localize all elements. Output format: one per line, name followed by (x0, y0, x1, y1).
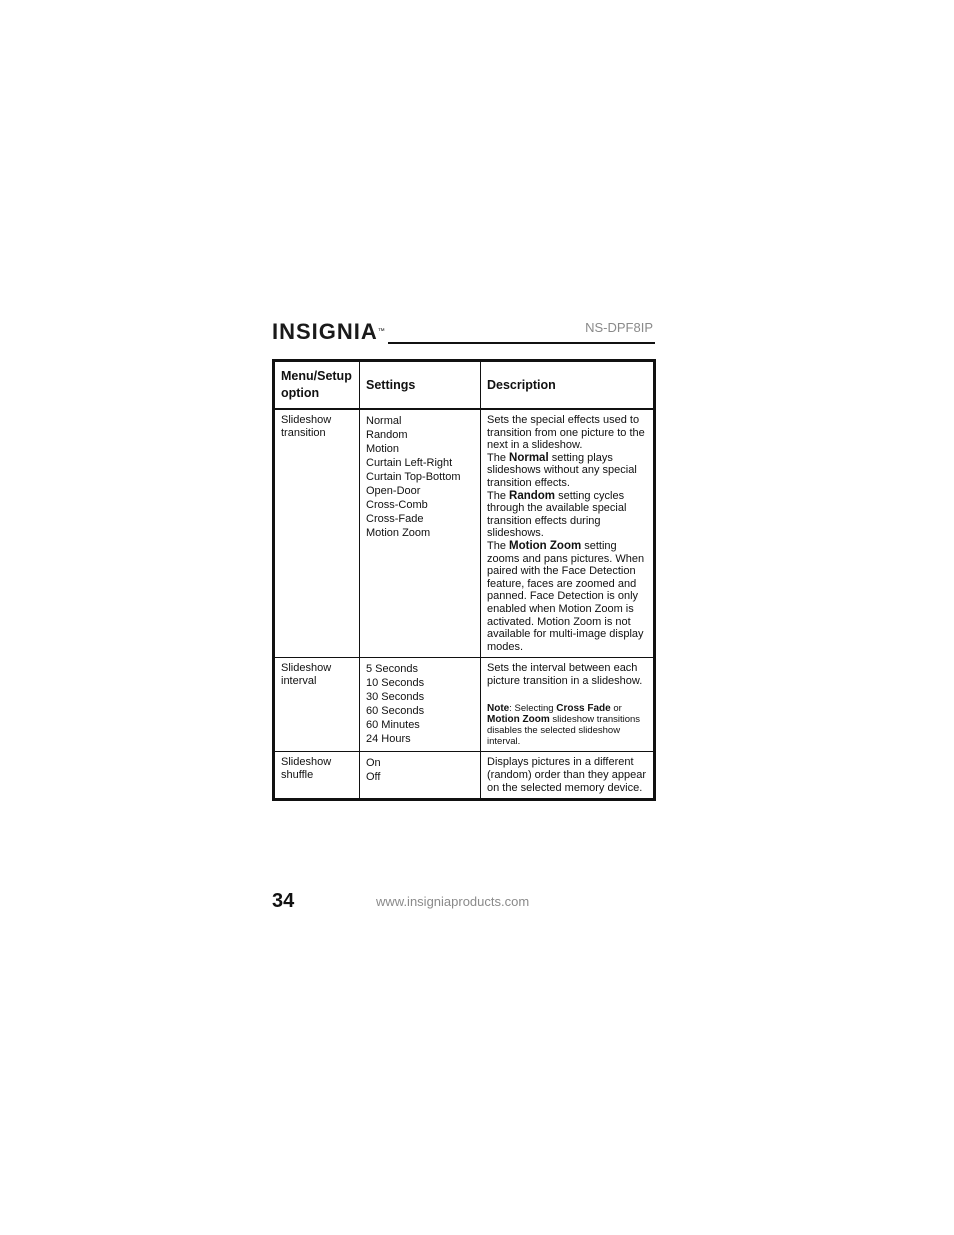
trademark-symbol: ™ (377, 328, 386, 335)
setting-item: Open-Door (366, 485, 421, 497)
bold-term: Cross Fade (556, 703, 611, 715)
setting-item: 24 Hours (366, 733, 411, 746)
text-run: The (487, 489, 510, 502)
setting-item: 60 Minutes (366, 719, 420, 732)
description-paragraph: Sets the interval between each picture transition in a slideshow. (487, 662, 643, 687)
bold-term: Random (509, 489, 556, 502)
table-header-row (274, 361, 655, 410)
description-paragraph (487, 540, 648, 653)
setting-item: Motion Zoom (366, 527, 431, 539)
table-row (274, 409, 655, 658)
table-row (274, 658, 655, 752)
insignia-logo (272, 320, 386, 344)
bold-term: Motion Zoom (509, 539, 582, 552)
setting-item: Motion (366, 443, 400, 455)
header-settings: Settings (360, 361, 481, 410)
model-number: NS-DPF8IP (585, 320, 653, 335)
settings-cell (360, 409, 481, 658)
text-run: setting plays slideshows without any special transition effects. (487, 451, 637, 489)
description-cell (481, 409, 655, 658)
settings-table-container (272, 359, 656, 801)
text-run: setting cycles through the available special transition effects during slideshows. (487, 489, 627, 540)
setting-item: Cross-Fade (366, 513, 424, 525)
setting-item: 60 Seconds (366, 705, 425, 718)
description-cell (481, 752, 655, 800)
header-description: Description (481, 361, 655, 410)
setting-item: Off (366, 771, 381, 784)
setting-item: Random (366, 429, 408, 441)
settings-cell (360, 752, 481, 800)
logo-text: INSIGNIA (272, 319, 378, 344)
text-run: slideshow transitions disables the selected slideshow interval. (487, 714, 641, 748)
setting-item: 10 Seconds (366, 677, 425, 690)
text-run: or (610, 703, 622, 715)
text-run: setting zooms and pans pictures. When paired with the Face Detection feature, faces are zoomed and panned. Face Detection is only enabled when Motion Zoom is activated. Motion Zoom is not available for multi-image display modes. (487, 539, 645, 653)
text-run: The (487, 451, 510, 464)
setting-item: Normal (366, 415, 402, 427)
setting-item: Cross-Comb (366, 499, 428, 511)
description-paragraph (487, 452, 648, 490)
settings-table (272, 359, 656, 801)
setting-item: 30 Seconds (366, 691, 425, 704)
bold-term: Normal (509, 451, 549, 464)
note-paragraph (487, 703, 648, 747)
setting-item: 5 Seconds (366, 663, 418, 676)
option-cell: Slideshow shuffle (274, 752, 360, 800)
page-header (272, 316, 655, 348)
setting-item: On (366, 757, 381, 770)
bold-term: Motion Zoom (487, 714, 550, 726)
page-number: 34 (272, 890, 295, 912)
footer-url: www.insigniaproducts.com (376, 894, 530, 909)
header-rule (388, 342, 655, 344)
settings-cell (360, 658, 481, 752)
text-run: The (487, 539, 510, 552)
table-row (274, 752, 655, 800)
description-cell (481, 658, 655, 752)
description-paragraph: Displays pictures in a different (random) order than they appear on the selected memory device. (487, 756, 646, 794)
setting-item: Curtain Left-Right (366, 457, 453, 469)
text-run: : Selecting (509, 703, 557, 715)
description-paragraph: Sets the special effects used to transition from one picture to the next in a slideshow. (487, 414, 645, 452)
header-menu-option: Menu/Setup option (274, 361, 360, 410)
option-cell: Slideshow transition (274, 409, 360, 658)
note-label: Note (487, 703, 510, 715)
description-paragraph (487, 490, 648, 540)
setting-item: Curtain Top-Bottom (366, 471, 461, 483)
option-cell: Slideshow interval (274, 658, 360, 752)
